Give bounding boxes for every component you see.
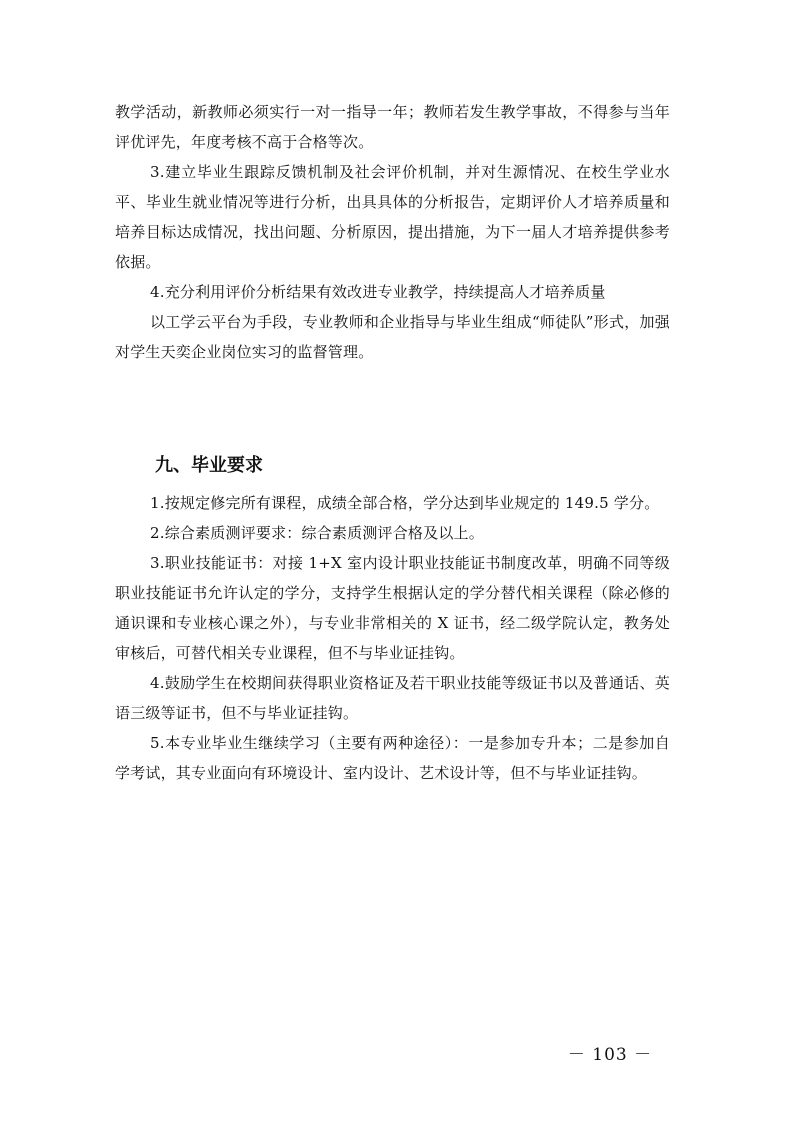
page-number: － 103 － <box>567 1045 653 1065</box>
section-title: 九、毕业要求 <box>155 455 263 476</box>
paragraph-item-4: 4.充分利用评价分析结果有效改进专业教学，持续提高人才培养质量 <box>150 283 606 301</box>
requirement-item-2: 2.综合素质测评要求：综合素质测评合格及以上。 <box>150 524 484 542</box>
top-text-block <box>115 97 670 367</box>
graduation-requirements-block <box>115 488 670 788</box>
requirement-item-1: 1.按规定修完所有课程，成绩全部合格，学分达到毕业规定的 149.5 学分。 <box>150 494 660 512</box>
requirement-item-5: 5.本专业毕业生继续学习（主要有两种途径）：一是参加专升本；二是参加自学考试，其专业面向有环境设计、室内设计、艺术设计等，但不与毕业证挂钩。 <box>115 734 670 782</box>
requirement-item-4: 4.鼓励学生在校期间获得职业资格证及若干职业技能等级证书以及普通话、英语三级等证书，但不与毕业证挂钩。 <box>115 674 670 722</box>
paragraph-item-3: 3.建立毕业生跟踪反馈机制及社会评价机制，并对生源情况、在校生学业水平、毕业生就业情况等进行分析，出具具体的分析报告，定期评价人才培养质量和培养目标达成情况，找出问题、分析原因，提出措施，为下一届人才培养提供参考依据。 <box>115 163 670 271</box>
paragraph-platform: 以工学云平台为手段，专业教师和企业指导与毕业生组成“师徒队”形式，加强对学生天奕企业岗位实习的监督管理。 <box>115 313 670 361</box>
requirement-item-3: 3.职业技能证书：对接 1+X 室内设计职业技能证书制度改革，明确不同等级职业技能证书允许认定的学分，支持学生根据认定的学分替代相关课程（除必修的通识课和专业核心课之外），与专业非常相关的 X 证书，经二级学院认定，教务处审核后，可替代相关专业课程，但不与毕业证挂钩。 <box>115 554 670 662</box>
paragraph-continuation: 教学活动，新教师必须实行一对一指导一年；教师若发生教学事故，不得参与当年评优评先，年度考核不高于合格等次。 <box>115 103 670 151</box>
